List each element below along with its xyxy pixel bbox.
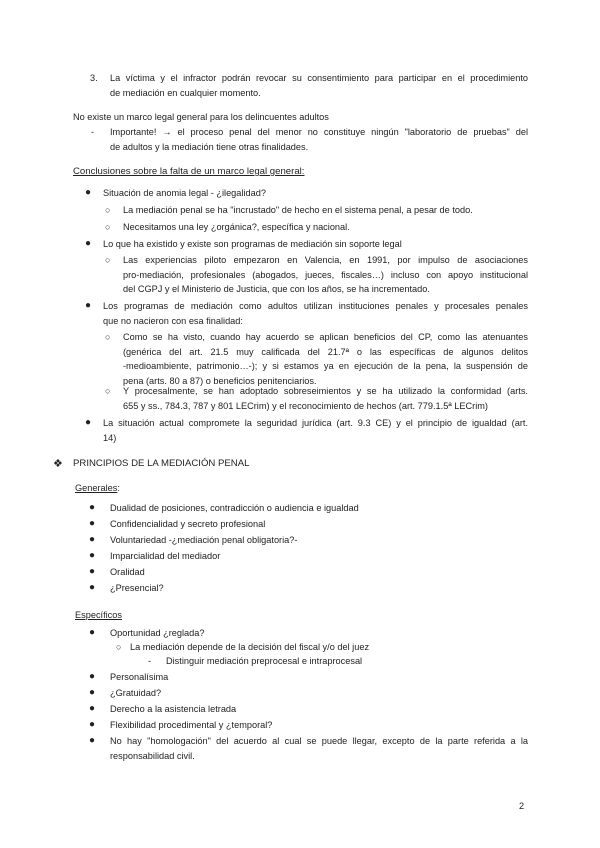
list-item: [103, 416, 528, 445]
sub-list-item: La mediación depende de la decisión del fiscal y/o del juez: [130, 642, 370, 652]
sub-list-item: Necesitamos una ley ¿orgánica?, específica y nacional.: [123, 222, 350, 232]
paragraph-heading: No existe un marco legal general para los delincuentes adultos: [73, 112, 329, 122]
list-item: Voluntariedad -¿mediación penal obligatoria?-: [110, 535, 298, 545]
circle-bullet-icon: ○: [105, 386, 111, 396]
list-item: Derecho a la asistencia letrada: [110, 704, 237, 714]
list-item: Dualidad de posiciones, contradicción o audiencia e igualdad: [110, 503, 359, 513]
sub-list-item: La mediación penal se ha "incrustado" de hecho en el sistema penal, a pesar de todo.: [123, 205, 473, 215]
generales-colon: :: [117, 483, 120, 493]
paragraph-line: de adultos y la mediación tiene otras finalidades.: [110, 141, 309, 152]
list-item: Personalísima: [110, 672, 169, 682]
circle-bullet-icon: ○: [105, 332, 111, 342]
section-title: PRINCIPIOS DE LA MEDIACIÓN PENAL: [73, 458, 250, 469]
generales-label: Generales: [75, 483, 118, 493]
paragraph-line: La situación actual compromete la seguridad jurídica (art. 9.3 CE) y el principio de igualdad (art.: [103, 418, 528, 428]
list-item: [110, 734, 528, 763]
paragraph-line: del CGPJ y el Ministerio de Justicia, que con los años, se ha incrementado.: [123, 284, 430, 294]
paragraph-line: La víctima y el infractor podrán revocar su consentimiento para participar en el procedimiento: [110, 73, 528, 83]
paragraph-line: que no nacieron con esa finalidad:: [103, 315, 243, 326]
paragraph-line: 14): [103, 432, 117, 443]
bullet-icon: ●: [85, 417, 92, 428]
sub-list-item: [123, 253, 528, 297]
list-item: Lo que ha existido y existe son programas de mediación sin soporte legal: [103, 239, 402, 249]
paragraph-line: pena (arts. 80 a 87) o beneficios penitenciarios.: [123, 375, 317, 386]
bullet-icon: ●: [85, 187, 92, 198]
bullet-icon: ●: [89, 627, 96, 638]
paragraph-line: Y procesalmente, se han adoptado sobreseimientos y se ha utilizado la conformidad (arts.: [123, 386, 528, 396]
diamond-bullet-icon: ❖: [53, 458, 63, 470]
list-item: Oralidad: [110, 567, 145, 577]
list-item: Oportunidad ¿reglada?: [110, 628, 205, 638]
sub-sub-list-item: Distinguir mediación preprocesal e intraprocesal: [166, 656, 363, 666]
list-item: Situación de anomia legal - ¿ilegalidad?: [103, 188, 266, 198]
bullet-icon: ●: [89, 550, 96, 561]
bullet-icon: ●: [89, 719, 96, 730]
circle-bullet-icon: ○: [116, 642, 122, 652]
list-item: Confidencialidad y secreto profesional: [110, 519, 266, 529]
list-item: Imparcialidad del mediador: [110, 551, 221, 561]
list-item: ¿Gratuidad?: [110, 688, 162, 698]
paragraph-line: responsabilidad civil.: [110, 750, 195, 761]
subsection-label: Específicos: [75, 610, 122, 620]
bullet-icon: ●: [89, 687, 96, 698]
list-item: ¿Presencial?: [110, 583, 164, 593]
bullet-icon: ●: [89, 534, 96, 545]
bullet-icon: ●: [89, 703, 96, 714]
list-item: [103, 299, 528, 328]
dash-bullet: -: [91, 127, 95, 137]
subsection-label: [75, 481, 120, 496]
bullet-icon: ●: [89, 671, 96, 682]
paragraph-line: Las experiencias piloto empezaron en Valencia, en 1991, por impulso de asociaciones: [123, 255, 528, 265]
sub-list-item: [123, 330, 528, 388]
circle-bullet-icon: ○: [105, 222, 111, 232]
bullet-icon: ●: [89, 582, 96, 593]
dash-bullet: -: [148, 656, 152, 666]
bullet-icon: ●: [89, 518, 96, 529]
bullet-icon: ●: [85, 300, 92, 311]
paragraph-line: Como se ha visto, cuando hay acuerdo se aplican beneficios del CP, como las atenuantes: [123, 332, 528, 342]
paragraph: [110, 71, 528, 100]
sub-list-item: [123, 384, 528, 413]
paragraph-line: Importante! → el proceso penal del menor no constituye ningún "laboratorio de pruebas" del: [110, 127, 528, 137]
paragraph-line: (genérica del art. 21.5 muy calificada del 21.7ª o las específicas de algunos delitos: [123, 346, 528, 357]
circle-bullet-icon: ○: [105, 255, 111, 265]
list-item: Flexibilidad procedimental y ¿temporal?: [110, 720, 273, 730]
paragraph-line: pro-mediación, profesionales (abogados, jueces, fiscales…) incluso con apoyo institucional: [123, 269, 528, 280]
bullet-icon: ●: [89, 566, 96, 577]
paragraph-line: No hay "homologación" del acuerdo al cual se puede llegar, excepto de la parte referida a la: [110, 736, 528, 746]
page-number: 2: [519, 801, 525, 811]
bullet-icon: ●: [85, 238, 92, 249]
paragraph-line: -medioambiente, patrimonio…-); y si estamos ya en ejecución de la pena, la suspensión de: [123, 361, 528, 371]
list-number: 3.: [90, 73, 98, 83]
paragraph-line: de mediación en cualquier momento.: [110, 87, 261, 98]
paragraph-line: Los programas de mediación como adultos utilizan instituciones penales y procesales penales: [103, 301, 528, 311]
paragraph-line: 655 y ss., 784.3, 787 y 801 LECrim) y el reconocimiento de hechos (art. 779.1.5ª LECrim): [123, 400, 488, 411]
bullet-icon: ●: [89, 735, 96, 746]
section-subtitle: Conclusiones sobre la falta de un marco legal general:: [73, 166, 305, 177]
circle-bullet-icon: ○: [105, 205, 111, 215]
paragraph: [110, 125, 528, 154]
bullet-icon: ●: [89, 502, 96, 513]
